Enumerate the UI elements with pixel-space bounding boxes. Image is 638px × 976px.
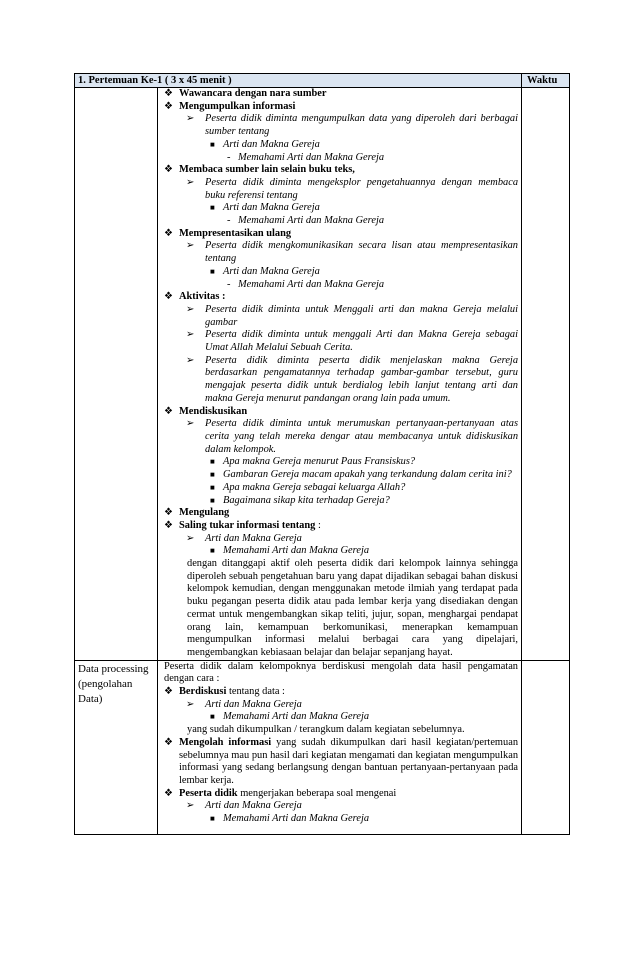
diamond-bullet-icon: ❖	[164, 88, 173, 99]
list-item	[161, 520, 518, 533]
list-item	[161, 686, 518, 699]
square-bullet-icon: ■	[210, 712, 215, 722]
square-bullet-icon: ■	[210, 139, 215, 149]
item-text-suffix: tentang data :	[226, 686, 285, 698]
list-item	[161, 418, 518, 456]
list-item	[161, 139, 518, 152]
list-item	[161, 711, 518, 724]
lesson-table	[74, 73, 570, 835]
list-item	[161, 699, 518, 712]
item-text-suffix: mengerjakan beberapa soal mengenai	[237, 787, 397, 799]
item-text: Peserta didik diminta mengeksplor pengetahuannya dengan membaca buku referensi tentang	[205, 176, 519, 201]
arrow-bullet-icon: ➢	[186, 176, 195, 188]
list-item	[161, 788, 518, 801]
list-item	[161, 291, 518, 304]
square-bullet-icon: ■	[210, 546, 215, 556]
list-item	[161, 88, 518, 101]
intro-text: Peserta didik dalam kelompoknya berdiskusi mengolah data hasil pengamatan dengan cara :	[164, 660, 519, 685]
continuation-text: yang sudah dikumpulkan / terangkum dalam kegiatan sebelumnya.	[187, 724, 465, 736]
square-bullet-icon: ■	[210, 495, 215, 505]
item-text: Peserta didik diminta untuk merumuskan pertanyaan-pertanyaan atas cerita yang telah mereka dengar atau membacanya untuk didiskusikan dalam kelompok.	[205, 418, 519, 455]
item-text: Mempresentasikan ulang	[179, 227, 292, 239]
item-text: Mengolah informasi	[179, 736, 272, 748]
diamond-bullet-icon: ❖	[164, 736, 173, 748]
diamond-bullet-icon: ❖	[164, 405, 173, 417]
item-text: Arti dan Makna Gereja	[205, 532, 302, 544]
item-text: Mendiskusikan	[179, 405, 248, 417]
item-text: Peserta didik diminta mengumpulkan data yang diperoleh dari berbagai sumber tentang	[205, 113, 519, 138]
item-text: Apa makna Gereja sebagai keluarga Allah?	[223, 481, 406, 493]
list-item	[161, 101, 518, 114]
list-item	[161, 355, 518, 406]
item-text: Arti dan Makna Gereja	[205, 800, 302, 812]
diamond-bullet-icon: ❖	[164, 100, 173, 112]
list-item	[161, 406, 518, 419]
item-text: Arti dan Makna Gereja	[205, 698, 302, 710]
item-text: Wawancara dengan nara sumber	[179, 88, 327, 99]
list-item	[161, 152, 518, 165]
list-item	[161, 304, 518, 329]
list-item	[161, 813, 518, 826]
list-item	[161, 240, 518, 265]
item-text: Saling tukar informasi tentang	[179, 519, 316, 531]
meeting-title: 1. Pertemuan Ke-1 ( 3 x 45 menit )	[75, 74, 522, 88]
list-item	[161, 202, 518, 215]
diamond-bullet-icon: ❖	[164, 164, 173, 176]
item-text: Mengulang	[179, 507, 230, 519]
list-item	[161, 177, 518, 202]
diamond-bullet-icon: ❖	[164, 507, 173, 519]
item-text: Memahami Arti dan Makna Gereja	[238, 151, 385, 163]
item-text: Memahami Arti dan Makna Gereja	[223, 711, 370, 723]
list-item	[161, 507, 518, 520]
diamond-bullet-icon: ❖	[164, 291, 173, 303]
item-text: Peserta didik diminta peserta didik menjelaskan makna Gereja berdasarkan pengamatannya terhadap gambar-gambar tersebut, guru mengajak peserta didik untuk berdialog lebih lanjut tentang arti dan makna Gereja menurut pandangan orang lain pada umum.	[205, 354, 519, 404]
arrow-bullet-icon: ➢	[186, 240, 195, 252]
square-bullet-icon: ■	[210, 203, 215, 213]
diamond-bullet-icon: ❖	[164, 519, 173, 531]
item-text: Arti dan Makna Gereja	[223, 265, 320, 277]
item-text: Berdiskusi	[179, 686, 227, 698]
list-item	[161, 800, 518, 813]
list-item	[161, 329, 518, 354]
item-text: Gambaran Gereja macam apakah yang terkandung dalam cerita ini?	[223, 469, 512, 481]
activity-content	[158, 88, 522, 661]
dash-bullet-icon: -	[227, 151, 231, 163]
item-text: Apa makna Gereja menurut Paus Fransiskus?	[223, 456, 416, 468]
waktu-cell	[522, 88, 570, 661]
item-text: Memahami Arti dan Makna Gereja	[223, 813, 370, 825]
bottom-spacer	[161, 826, 518, 834]
item-text: Peserta didik mengkomunikasikan secara lisan atau mempresentasikan tentang	[205, 240, 519, 265]
item-text: Peserta didik diminta untuk menggali Arti dan Makna Gereja sebagai Umat Allah Melalui Sebuah Cerita.	[205, 329, 519, 354]
list-item	[161, 164, 518, 177]
waktu-cell	[522, 660, 570, 834]
item-text: Arti dan Makna Gereja	[223, 138, 320, 150]
square-bullet-icon: ■	[210, 470, 215, 480]
list-item	[161, 113, 518, 138]
item-text: Memahami Arti dan Makna Gereja	[238, 278, 385, 290]
dash-bullet-icon: -	[227, 278, 231, 290]
arrow-bullet-icon: ➢	[186, 800, 195, 812]
square-bullet-icon: ■	[210, 266, 215, 276]
list-item	[161, 495, 518, 508]
item-text-suffix: :	[315, 519, 321, 531]
table-row	[75, 88, 570, 661]
item-text-suffix: yang sudah dikumpulkan dari hasil kegiatan/pertemuan sebelumnya mau pun hasil dari kegiatan mengamati dan kegiatan mengumpulkan informasi yang sedang berlangsung dengan bantuan pertanyaan-pertanyaan pada lembar kerja.	[179, 736, 519, 786]
item-text: Peserta didik	[179, 787, 238, 799]
lesson-plan-document	[74, 73, 569, 835]
square-bullet-icon: ■	[210, 814, 215, 824]
table-header-row	[75, 74, 570, 88]
arrow-bullet-icon: ➢	[186, 418, 195, 430]
dash-bullet-icon: -	[227, 215, 231, 227]
arrow-bullet-icon: ➢	[186, 113, 195, 125]
list-item	[161, 266, 518, 279]
row-label-data-processing: Data processing (pengolahan Data)	[75, 660, 158, 834]
item-text: Memahami Arti dan Makna Gereja	[223, 545, 370, 557]
diamond-bullet-icon: ❖	[164, 686, 173, 698]
list-item	[161, 215, 518, 228]
item-text: Mengumpulkan informasi	[179, 100, 296, 112]
paragraph-text: dengan ditanggapi aktif oleh peserta didik dari kelompok lainnya sehingga diperoleh sebuah pengetahuan baru yang dapat dijadikan sebagai bahan diskusi kelompok kemudian, dengan menggunakan metode ilmiah yang terdapat pada buku pegangan peserta didik atau pada lembar kerja yang disediakan dengan cermat untuk mengembangkan sikap teliti, jujur, sopan, menghargai pendapat orang lain, kemampuan berkomunikasi, menerapkan kemampuan mengumpulkan informasi melalui berbagai cara yang dipelajari, mengembangkan kebiasaan belajar dan belajar sepanjang hayat.	[187, 558, 519, 658]
item-text: Memahami Arti dan Makna Gereja	[238, 215, 385, 227]
data-processing-content	[158, 660, 522, 834]
list-item	[161, 737, 518, 788]
list-item	[161, 482, 518, 495]
diamond-bullet-icon: ❖	[164, 787, 173, 799]
arrow-bullet-icon: ➢	[186, 329, 195, 341]
arrow-bullet-icon: ➢	[186, 303, 195, 315]
item-text: Bagaimana sikap kita terhadap Gereja?	[223, 494, 390, 506]
square-bullet-icon: ■	[210, 482, 215, 492]
table-row	[75, 660, 570, 834]
list-item	[161, 545, 518, 558]
list-item	[161, 456, 518, 469]
diamond-bullet-icon: ❖	[164, 227, 173, 239]
square-bullet-icon: ■	[210, 457, 215, 467]
item-text: Membaca sumber lain selain buku teks,	[179, 164, 355, 176]
item-text: Aktivitas :	[179, 291, 226, 303]
row-label-empty	[75, 88, 158, 661]
item-text: Arti dan Makna Gereja	[223, 202, 320, 214]
item-text: Peserta didik diminta untuk Menggali arti dan makna Gereja melalui gambar	[205, 303, 519, 328]
waktu-header: Waktu	[522, 74, 570, 88]
arrow-bullet-icon: ➢	[186, 532, 195, 544]
list-item	[161, 279, 518, 292]
arrow-bullet-icon: ➢	[186, 354, 195, 366]
arrow-bullet-icon: ➢	[186, 698, 195, 710]
list-item	[161, 469, 518, 482]
list-item	[161, 533, 518, 546]
list-item	[161, 228, 518, 241]
